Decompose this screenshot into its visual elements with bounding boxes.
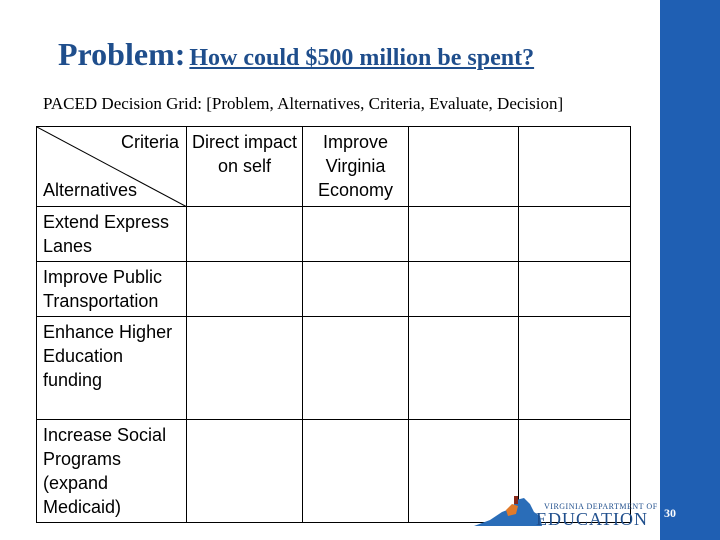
corner-criteria-label: Criteria — [120, 132, 179, 152]
alternative-label: Increase Social Programs (expand Medicaid) — [37, 420, 187, 523]
evaluation-cell[interactable] — [519, 317, 631, 420]
criteria-cell — [519, 127, 631, 207]
evaluation-cell[interactable] — [303, 207, 409, 262]
title-main: Problem: — [58, 36, 186, 72]
virginia-map-icon — [472, 496, 542, 530]
evaluation-cell[interactable] — [409, 207, 519, 262]
logo-big-text: EDUCATION — [536, 509, 648, 529]
title-question: How could $500 million be spent? — [189, 45, 535, 71]
corner-cell — [37, 127, 187, 207]
alternative-row — [37, 207, 631, 262]
slide-title — [58, 36, 658, 73]
evaluation-cell[interactable] — [409, 317, 519, 420]
logo-small-text: VIRGINIA DEPARTMENT OF — [544, 502, 658, 511]
corner-alternatives-label: Alternatives — [43, 180, 138, 200]
slide-number: 30 — [664, 506, 676, 520]
right-sidebar-bar — [660, 0, 720, 540]
evaluation-cell[interactable] — [519, 262, 631, 317]
alternative-label: Improve Public Transportation — [37, 262, 187, 317]
alternative-label: Enhance Higher Education funding — [37, 317, 187, 420]
evaluation-cell[interactable] — [519, 207, 631, 262]
subtitle: PACED Decision Grid: [Problem, Alternatives, Criteria, Evaluate, Decision] — [43, 94, 564, 113]
evaluation-cell[interactable] — [409, 262, 519, 317]
criteria-row — [37, 127, 631, 207]
evaluation-cell[interactable] — [303, 317, 409, 420]
criteria-cell — [409, 127, 519, 207]
evaluation-cell[interactable] — [303, 420, 409, 523]
evaluation-cell[interactable] — [187, 420, 303, 523]
evaluation-cell[interactable] — [187, 317, 303, 420]
alternative-row — [37, 262, 631, 317]
criteria-cell: Improve Virginia Economy — [303, 127, 409, 207]
decision-grid — [36, 126, 631, 523]
evaluation-cell[interactable] — [187, 207, 303, 262]
evaluation-cell[interactable] — [303, 262, 409, 317]
vdoe-logo — [472, 496, 658, 530]
alternative-row — [37, 317, 631, 420]
evaluation-cell[interactable] — [187, 262, 303, 317]
criteria-cell: Direct impact on self — [187, 127, 303, 207]
alternative-label: Extend Express Lanes — [37, 207, 187, 262]
